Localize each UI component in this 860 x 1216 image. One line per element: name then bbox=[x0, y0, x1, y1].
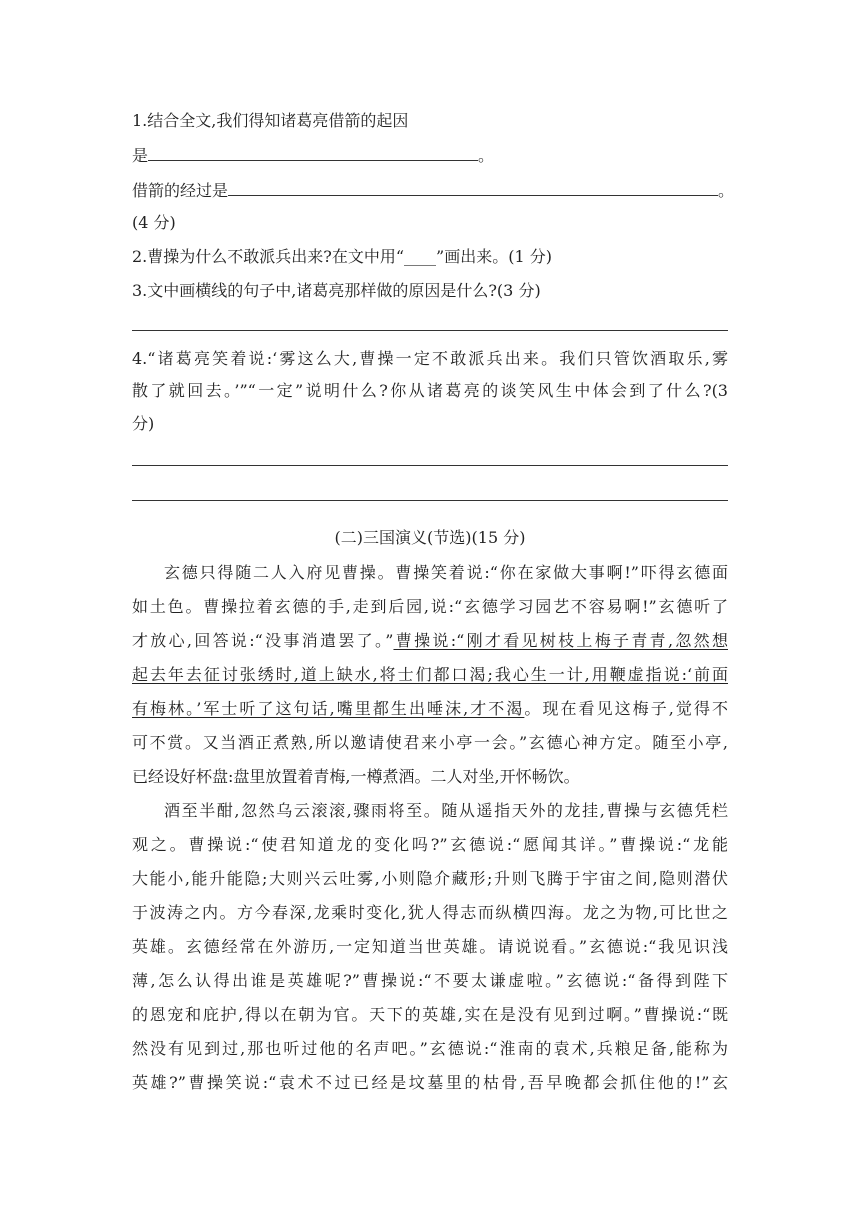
passage-p1-line-7: 已经设好杯盘:盘里放置着青梅,一樽煮酒。二人对坐,开怀畅饮。 bbox=[132, 767, 580, 786]
question-4-line-3: 分) bbox=[132, 414, 155, 433]
passage-text: 。现在看见这梅子,觉得不 bbox=[524, 699, 728, 718]
underlined-sentence: 起去年去征讨张绣时,道上缺水,将士们都口渴;我心生一计,用鞭虚指说:‘前面 bbox=[132, 665, 728, 684]
passage-p1-line-3 bbox=[132, 630, 728, 652]
answer-line-q3[interactable] bbox=[132, 330, 728, 331]
passage-p2-line-7: 的恩宠和庇护,得以在朝为官。天下的英雄,实在是没有见到过啊。”曹操说:“既 bbox=[132, 1005, 728, 1024]
passage-text: 才放心,回答说:“没事消遣罢了。” bbox=[132, 631, 394, 650]
question-2-underline-mark: ____ bbox=[404, 247, 437, 266]
answer-blank-process[interactable] bbox=[228, 181, 718, 196]
underlined-sentence: 有梅林。’军士听了这句话,嘴里都生出唾沫,才不渴 bbox=[132, 699, 525, 718]
answer-line-q4-1[interactable] bbox=[132, 465, 728, 466]
passage-p2-line-2: 观之。曹操说:“使君知道龙的变化吗?”玄德说:“愿闻其详。”曹操说:“龙能 bbox=[132, 835, 728, 854]
question-1-line-2 bbox=[132, 145, 494, 167]
question-4-line-1: 4.“诸葛亮笑着说:‘雾这么大,曹操一定不敢派兵出来。我们只管饮酒取乐,雾 bbox=[132, 349, 728, 368]
passage-p2-line-8: 然没有见到过,那也听过他的名声吧。”玄德说:“淮南的袁术,兵粮足备,能称为 bbox=[132, 1039, 728, 1058]
question-2-text-b: ”画出来。(1 分) bbox=[436, 247, 552, 266]
question-1-prefix-3: 借箭的经过是 bbox=[132, 181, 229, 200]
question-1-prefix-2: 是 bbox=[132, 146, 149, 165]
passage-p1-line-5 bbox=[132, 698, 728, 720]
section-title: (二)三国演义(节选)(15 分) bbox=[334, 528, 526, 547]
question-1-suffix-3: 。 bbox=[718, 181, 735, 200]
passage-p2-line-4: 于波涛之内。方今春深,龙乘时变化,犹人得志而纵横四海。龙之为物,可比世之 bbox=[132, 903, 728, 922]
passage-p1-line-4 bbox=[132, 664, 728, 686]
passage-p2-line-5: 英雄。玄德经常在外游历,一定知道当世英雄。请说说看。”玄德说:“我见识浅 bbox=[132, 937, 728, 956]
question-2 bbox=[132, 246, 552, 268]
passage-p2-line-9: 英雄?”曹操笑说:“袁术不过已经是坟墓里的枯骨,吾早晚都会抓住他的!”玄 bbox=[132, 1073, 728, 1092]
passage-p1-line-1: 玄德只得随二人入府见曹操。曹操笑着说:“你在家做大事啊!”吓得玄德面 bbox=[164, 563, 728, 582]
passage-p2-line-6: 薄,怎么认得出谁是英雄呢?”曹操说:“不要太谦虚啦。”玄德说:“备得到陛下 bbox=[132, 971, 728, 990]
question-1-suffix-2: 。 bbox=[478, 146, 495, 165]
question-4-line-2: 散了就回去。’”“一定”说明什么?你从诸葛亮的谈笑风生中体会到了什么?(3 bbox=[132, 381, 728, 400]
underlined-sentence: 曹操说:“刚才看见树枝上梅子青青,忽然想 bbox=[393, 631, 728, 650]
passage-p2-line-1: 酒至半酣,忽然乌云滚滚,骤雨将至。随从遥指天外的龙挂,曹操与玄德凭栏 bbox=[164, 801, 728, 820]
answer-blank-cause[interactable] bbox=[148, 146, 478, 161]
question-1-line-3 bbox=[132, 180, 734, 202]
question-2-text-a: 2.曹操为什么不敢派兵出来?在文中用“ bbox=[132, 247, 405, 266]
passage-p1-line-2: 如土色。曹操拉着玄德的手,走到后园,说:“玄德学习园艺不容易啊!”玄德听了 bbox=[132, 597, 728, 616]
answer-line-q4-2[interactable] bbox=[132, 500, 728, 501]
question-1-points: (4 分) bbox=[132, 213, 176, 232]
passage-p1-line-6: 可不赏。又当酒正煮熟,所以邀请使君来小亭一会。”玄德心神方定。随至小亭, bbox=[132, 733, 728, 752]
passage-p2-line-3: 大能小,能升能隐;大则兴云吐雾,小则隐介藏形;升则飞腾于宇宙之间,隐则潜伏 bbox=[132, 869, 728, 888]
question-1-line-1: 1.结合全文,我们得知诸葛亮借箭的起因 bbox=[132, 111, 409, 130]
question-3: 3.文中画横线的句子中,诸葛亮那样做的原因是什么?(3 分) bbox=[132, 281, 541, 300]
